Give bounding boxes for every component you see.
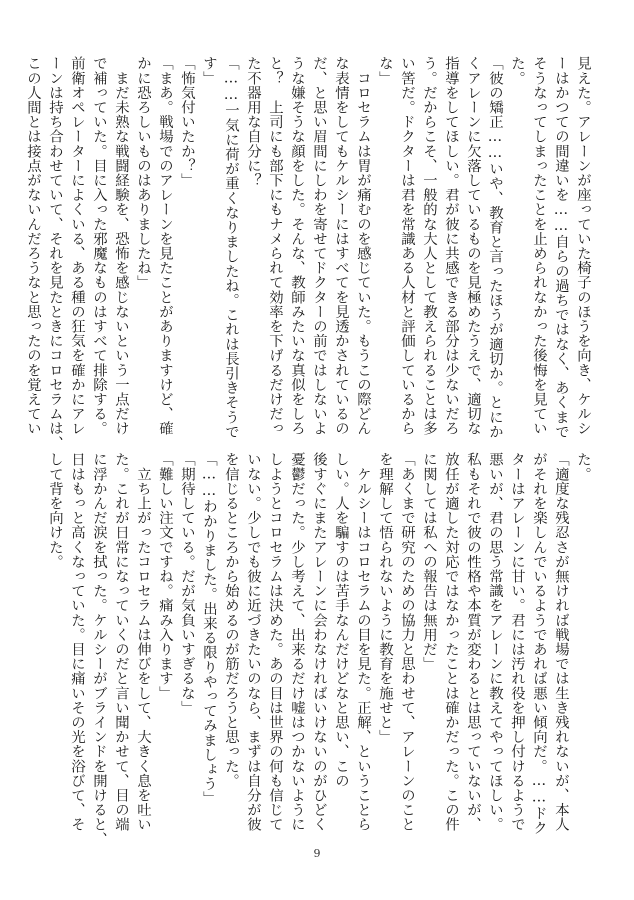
text-line: 憂鬱だった。少し考えて、出来るだけ嘘はつかないように — [289, 452, 305, 832]
text-line: いない。少しでも彼に近づきたいのなら、まずは自分が彼 — [245, 452, 261, 832]
text-line: コロセラムは胃が痛むのを感じていた。もうこの際どん — [355, 56, 371, 436]
text-line: 放任が適した対応ではなかったことは確かだった。この件 — [443, 452, 459, 832]
text-line: しようとコロセラムは決めた。あの目は世界の何も信じて — [267, 452, 283, 832]
text-line: がそれを楽しんでいるようであれば悪い傾向だ。……ドク — [531, 452, 547, 835]
text-line: かに恐ろしいものはありましたね」 — [135, 56, 151, 290]
text-line: を理解して悟られないように教育を施せと」 — [377, 452, 393, 744]
text-line: 「彼の矯正……いや、教育と言ったほうが適切か。とにか — [487, 56, 503, 439]
text-line: う。だからこそ、一般的な大人として教えられることは多 — [421, 56, 437, 436]
text-line: しい。人を騙すのは苦手なんだけどなと思い、この — [333, 452, 349, 788]
text-line: 「あくまで研究のための協力と思わせて、アレーンのこと — [399, 452, 415, 832]
text-line: ーンは持ち合わせていて、それを見たときにコロセラムは、 — [47, 56, 63, 451]
text-line: た。 — [575, 452, 591, 482]
text-line: 「期待している。だが気負いすぎるな」 — [179, 452, 195, 715]
text-line: 指導をしてほしい。君が彼に共感できる部分は少ないだろ — [443, 56, 459, 436]
text-line: 「怖気付いたか？」 — [179, 56, 195, 188]
text-line: に関しては私への報告は無用だ」 — [421, 452, 437, 671]
text-line: 「まあ。戦場でのアレーンを見たことがありますけど、確 — [157, 56, 173, 436]
text-line: この人間とは接点がないんだろうなと思ったのを覚えてい — [25, 56, 41, 436]
text-line: 「……一気に荷が重くなりましたね。これは長引きそうで — [223, 56, 239, 439]
text-line: な表情をしてもケルシーにはすべてを見透かされているの — [333, 56, 349, 436]
text-line: だ、と思い眉間にしわを寄せてドクターの前ではしないよ — [311, 56, 327, 436]
text-line: と？ 上司にも部下にもナメられて効率を下げるだけだっ — [267, 56, 283, 436]
text-line: 日はもっと高くなっていた。目に痛いその光を浴びて、そ — [69, 452, 85, 832]
text-line: 立ち上がったコロセラムは伸びをして、大きく息を吐い — [135, 452, 151, 832]
text-line: くアレーンに欠落しているものを見極めたうえで、適切な — [465, 56, 481, 436]
text-line: して背を向けた。 — [47, 452, 63, 569]
text-line: 「適度な残忍さが無ければ戦場では生き残れないが、本人 — [553, 452, 569, 832]
text-line: 後すぐにまたアレーンに会わなければいけないのがひどく — [311, 452, 327, 832]
text-line: ターはアレーンに甘い。君には汚れ役を押し付けるようで — [509, 452, 525, 832]
text-line: 見えた。アレーンが座っていた椅子のほうを向き、ケルシ — [575, 56, 591, 436]
text-line: 前衛オペレーターによくいる、ある種の狂気を確かにアレ — [69, 56, 85, 436]
text-line: な」 — [377, 56, 393, 86]
text-line: た。 — [509, 56, 525, 86]
top-text-block — [22, 56, 594, 451]
text-line: まだ未熟な戦闘経験を、恐怖を感じないという一点だけ — [113, 56, 129, 436]
text-line: ーはかつての間違いを……自らの過ちではなく、あくまで — [553, 56, 569, 439]
text-line: す」 — [201, 56, 217, 86]
text-line: で補っていた。目に入った邪魔なものはすべて排除する。 — [91, 56, 107, 436]
text-line: た。これが日常になっていくのだと言い聞かせて、目の端 — [113, 452, 129, 832]
text-line: 悪いが、君の思う常識をアレーンに教えてやってほしい。 — [487, 452, 503, 832]
text-line: 「……わかりました。出来る限りやってみましょう」 — [201, 452, 217, 806]
text-line: 「難しい注文ですね。痛み入ります」 — [157, 452, 173, 701]
text-line: を信じるところから始めるのが筋だろうと思った。 — [223, 452, 239, 788]
text-line: ケルシーはコロセラムの目を見た。正解、ということら — [355, 452, 371, 832]
bottom-text-block — [44, 452, 594, 847]
page-number: 9 — [313, 847, 321, 860]
text-line: そうなってしまったことを止められなかった後悔を見てい — [531, 56, 547, 436]
text-line: うな嫌そうな顔をした。そんな、教師みたいな真似をしろ — [289, 56, 305, 436]
text-line: い筈だ。ドクターは君を常識ある人材と評価しているから — [399, 56, 415, 436]
text-line: 私もそれで彼の性格や本質が変わるとは思っていないが、 — [465, 452, 481, 832]
text-line: に浮かんだ涙を拭った。ケルシーがブラインドを開けると、 — [91, 452, 107, 847]
text-line: た不器用な自分に？ — [245, 56, 261, 188]
